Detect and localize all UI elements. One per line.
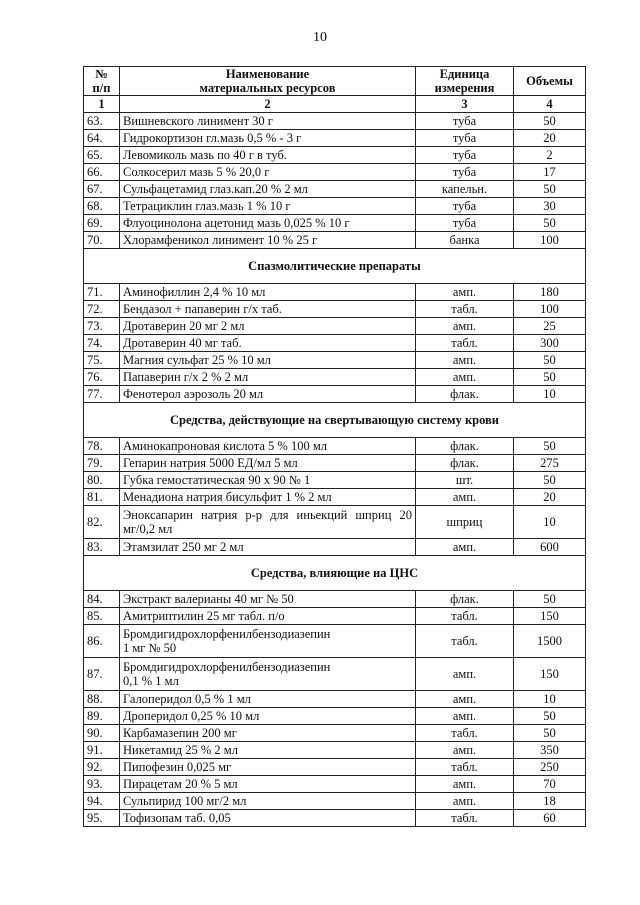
item-unit: флак.: [416, 386, 514, 403]
item-volume: 50: [514, 472, 586, 489]
item-name: Сульфацетамид глаз.кап.20 % 2 мл: [120, 181, 416, 198]
item-number: 69.: [84, 215, 120, 232]
item-volume: 50: [514, 181, 586, 198]
table-row: [84, 591, 586, 608]
item-unit: амп.: [416, 369, 514, 386]
item-unit: амп.: [416, 793, 514, 810]
item-unit: флак.: [416, 438, 514, 455]
item-number: 85.: [84, 608, 120, 625]
item-number: 83.: [84, 539, 120, 556]
item-volume: 50: [514, 215, 586, 232]
index-2: 2: [120, 96, 416, 113]
table-row: [84, 335, 586, 352]
category-title: Спазмолитические препараты: [84, 249, 586, 284]
item-name: Папаверин г/х 2 % 2 мл: [120, 369, 416, 386]
item-name: Солкосерил мазь 5 % 20,0 г: [120, 164, 416, 181]
item-number: 74.: [84, 335, 120, 352]
item-number: 75.: [84, 352, 120, 369]
item-number: 89.: [84, 708, 120, 725]
table-row: [84, 181, 586, 198]
item-name: Пирацетам 20 % 5 мл: [120, 776, 416, 793]
table-row: [84, 147, 586, 164]
item-volume: 50: [514, 352, 586, 369]
item-unit: туба: [416, 130, 514, 147]
item-number: 66.: [84, 164, 120, 181]
item-volume: 30: [514, 198, 586, 215]
item-unit: табл.: [416, 608, 514, 625]
item-number: 82.: [84, 506, 120, 539]
table-row: [84, 113, 586, 130]
item-number: 90.: [84, 725, 120, 742]
item-unit: табл.: [416, 759, 514, 776]
item-unit: капельн.: [416, 181, 514, 198]
item-volume: 180: [514, 284, 586, 301]
item-volume: 10: [514, 691, 586, 708]
item-number: 65.: [84, 147, 120, 164]
item-volume: 150: [514, 658, 586, 691]
item-unit: шт.: [416, 472, 514, 489]
item-number: 94.: [84, 793, 120, 810]
item-volume: 50: [514, 369, 586, 386]
item-volume: 2: [514, 147, 586, 164]
item-volume: 275: [514, 455, 586, 472]
category-title: Средства, действующие на свертывающую систему крови: [84, 403, 586, 438]
table-row: [84, 301, 586, 318]
item-number: 63.: [84, 113, 120, 130]
item-number: 80.: [84, 472, 120, 489]
item-volume: 150: [514, 608, 586, 625]
item-unit: амп.: [416, 776, 514, 793]
index-1: 1: [84, 96, 120, 113]
item-number: 81.: [84, 489, 120, 506]
item-volume: 50: [514, 591, 586, 608]
item-name: Амитриптилин 25 мг табл. п/о: [120, 608, 416, 625]
item-unit: амп.: [416, 742, 514, 759]
header-volume: [514, 67, 586, 96]
item-unit: амп.: [416, 489, 514, 506]
item-name: Менадиона натрия бисульфит 1 % 2 мл: [120, 489, 416, 506]
item-volume: 50: [514, 438, 586, 455]
header-unit-label: Единица измерения: [434, 67, 495, 95]
table-header-row: [84, 67, 586, 96]
item-volume: 100: [514, 232, 586, 249]
item-name: Эноксапарин натрия р-р для иньекций шприц 20 мг/0,2 мл: [120, 506, 416, 539]
item-volume: 20: [514, 130, 586, 147]
table-row: [84, 215, 586, 232]
table-body: [84, 113, 586, 827]
item-number: 78.: [84, 438, 120, 455]
item-unit: табл.: [416, 301, 514, 318]
item-name: Этамзилат 250 мг 2 мл: [120, 539, 416, 556]
item-volume: 100: [514, 301, 586, 318]
item-name: Гепарин натрия 5000 ЕД/мл 5 мл: [120, 455, 416, 472]
item-volume: 10: [514, 506, 586, 539]
item-number: 95.: [84, 810, 120, 827]
table-row: [84, 725, 586, 742]
item-volume: 70: [514, 776, 586, 793]
table-row: [84, 232, 586, 249]
item-volume: 600: [514, 539, 586, 556]
table-row: [84, 608, 586, 625]
item-name: Галоперидол 0,5 % 1 мл: [120, 691, 416, 708]
item-unit: флак.: [416, 455, 514, 472]
resources-table: [83, 66, 586, 827]
table-row: [84, 130, 586, 147]
item-number: 71.: [84, 284, 120, 301]
table-row: [84, 352, 586, 369]
item-name: Экстракт валерианы 40 мг № 50: [120, 591, 416, 608]
item-volume: 60: [514, 810, 586, 827]
item-unit: туба: [416, 198, 514, 215]
item-volume: 50: [514, 725, 586, 742]
item-number: 93.: [84, 776, 120, 793]
item-unit: амп.: [416, 318, 514, 335]
item-name: Бромдигидрохлорфенилбензодиазепин 0,1 % 1 мл: [120, 658, 416, 691]
item-name: Никетамид 25 % 2 мл: [120, 742, 416, 759]
table-row: [84, 489, 586, 506]
category-row: [84, 556, 586, 591]
header-number-label: № п/п: [92, 67, 111, 95]
item-number: 67.: [84, 181, 120, 198]
item-name: Бендазол + папаверин г/х таб.: [120, 301, 416, 318]
item-name: Гидрокортизон гл.мазь 0,5 % - 3 г: [120, 130, 416, 147]
item-volume: 25: [514, 318, 586, 335]
index-3: 3: [416, 96, 514, 113]
table-row: [84, 658, 586, 691]
item-volume: 250: [514, 759, 586, 776]
table-row: [84, 776, 586, 793]
item-unit: шприц: [416, 506, 514, 539]
header-number: [84, 67, 120, 96]
item-number: 77.: [84, 386, 120, 403]
item-number: 84.: [84, 591, 120, 608]
item-name: Сульпирид 100 мг/2 мл: [120, 793, 416, 810]
item-unit: банка: [416, 232, 514, 249]
item-volume: 50: [514, 113, 586, 130]
item-number: 72.: [84, 301, 120, 318]
item-name: Фенотерол аэрозоль 20 мл: [120, 386, 416, 403]
item-number: 73.: [84, 318, 120, 335]
item-volume: 1500: [514, 625, 586, 658]
table-row: [84, 386, 586, 403]
category-title: Средства, влияющие на ЦНС: [84, 556, 586, 591]
item-name: Вишневского линимент 30 г: [120, 113, 416, 130]
item-name: Пипофезин 0,025 мг: [120, 759, 416, 776]
item-name: Дротаверин 20 мг 2 мл: [120, 318, 416, 335]
table-row: [84, 284, 586, 301]
item-number: 68.: [84, 198, 120, 215]
item-name: Тофизопам таб. 0,05: [120, 810, 416, 827]
item-number: 64.: [84, 130, 120, 147]
table-row: [84, 708, 586, 725]
header-name-label: Наименование материальных ресурсов: [199, 67, 336, 95]
item-unit: туба: [416, 147, 514, 164]
item-unit: табл.: [416, 725, 514, 742]
table-row: [84, 318, 586, 335]
table-row: [84, 369, 586, 386]
header-name: [120, 67, 416, 96]
item-unit: амп.: [416, 708, 514, 725]
item-unit: амп.: [416, 658, 514, 691]
index-4: 4: [514, 96, 586, 113]
item-unit: туба: [416, 113, 514, 130]
item-number: 87.: [84, 658, 120, 691]
item-number: 88.: [84, 691, 120, 708]
table-row: [84, 759, 586, 776]
table-row: [84, 742, 586, 759]
item-name: Хлорамфеникол линимент 10 % 25 г: [120, 232, 416, 249]
item-name: Флуоцинолона ацетонид мазь 0,025 % 10 г: [120, 215, 416, 232]
table-row: [84, 793, 586, 810]
item-name: Губка гемостатическая 90 х 90 № 1: [120, 472, 416, 489]
item-name: Магния сульфат 25 % 10 мл: [120, 352, 416, 369]
header-volume-label: Объемы: [526, 74, 573, 88]
item-name: Аминофиллин 2,4 % 10 мл: [120, 284, 416, 301]
item-volume: 300: [514, 335, 586, 352]
item-name: Карбамазепин 200 мг: [120, 725, 416, 742]
item-unit: табл.: [416, 625, 514, 658]
item-unit: туба: [416, 164, 514, 181]
table-row: [84, 691, 586, 708]
item-number: 79.: [84, 455, 120, 472]
table-row: [84, 164, 586, 181]
item-volume: 10: [514, 386, 586, 403]
table-row: [84, 198, 586, 215]
item-unit: табл.: [416, 335, 514, 352]
item-name: Дроперидол 0,25 % 10 мл: [120, 708, 416, 725]
table-row: [84, 539, 586, 556]
item-name: Бромдигидрохлорфенилбензодиазепин 1 мг № 50: [120, 625, 416, 658]
category-row: [84, 403, 586, 438]
table-row: [84, 438, 586, 455]
item-unit: табл.: [416, 810, 514, 827]
item-name: Аминокапроновая кислота 5 % 100 мл: [120, 438, 416, 455]
item-unit: амп.: [416, 284, 514, 301]
item-volume: 50: [514, 708, 586, 725]
page-number: 10: [313, 30, 327, 45]
item-unit: амп.: [416, 691, 514, 708]
category-row: [84, 249, 586, 284]
table-row: [84, 472, 586, 489]
item-unit: амп.: [416, 539, 514, 556]
item-volume: 17: [514, 164, 586, 181]
item-number: 92.: [84, 759, 120, 776]
table-row: [84, 810, 586, 827]
item-unit: флак.: [416, 591, 514, 608]
item-name: Тетрациклин глаз.мазь 1 % 10 г: [120, 198, 416, 215]
item-number: 91.: [84, 742, 120, 759]
table-row: [84, 625, 586, 658]
table-row: [84, 506, 586, 539]
item-number: 86.: [84, 625, 120, 658]
item-number: 76.: [84, 369, 120, 386]
item-unit: амп.: [416, 352, 514, 369]
table-index-row: [84, 96, 586, 113]
item-volume: 20: [514, 489, 586, 506]
item-name: Дротаверин 40 мг таб.: [120, 335, 416, 352]
header-unit: [416, 67, 514, 96]
item-name: Левомиколь мазь по 40 г в туб.: [120, 147, 416, 164]
item-volume: 18: [514, 793, 586, 810]
item-volume: 350: [514, 742, 586, 759]
table-row: [84, 455, 586, 472]
item-unit: туба: [416, 215, 514, 232]
item-number: 70.: [84, 232, 120, 249]
